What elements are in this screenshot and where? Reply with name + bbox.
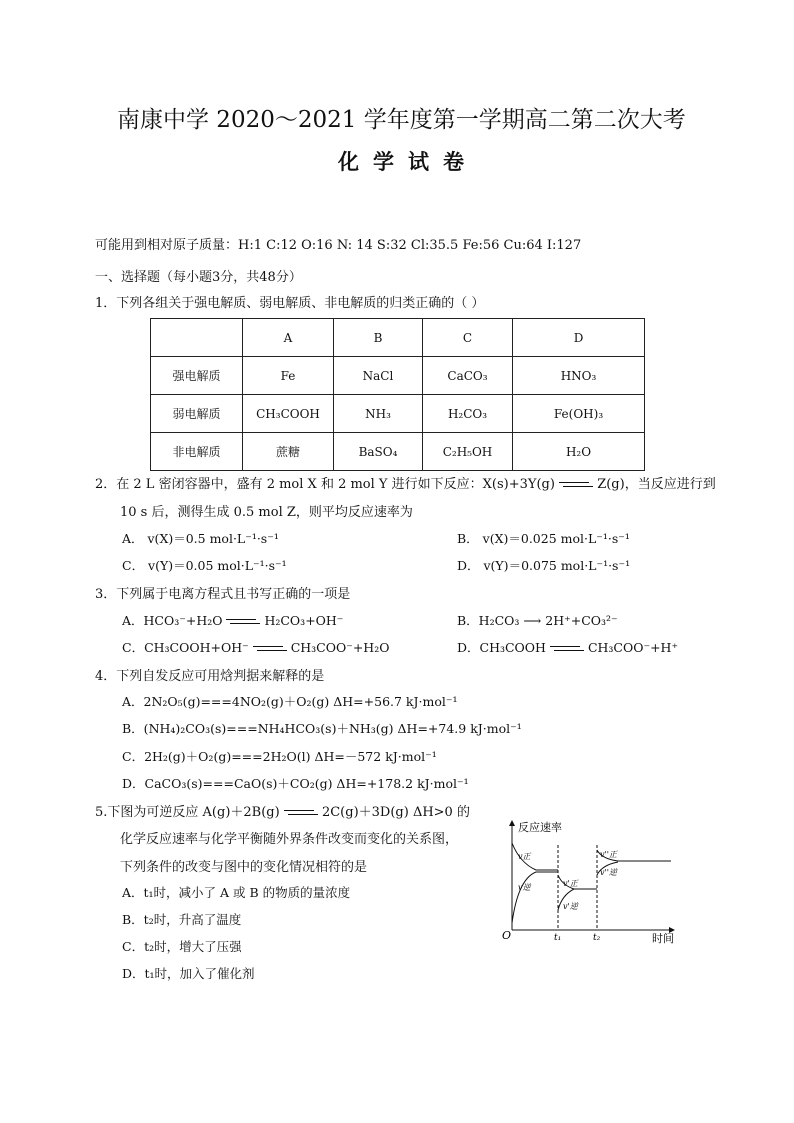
- table-row: [151, 319, 645, 357]
- y-axis-label: 反应速率: [518, 821, 562, 834]
- q5-stem-b: 2C(g)＋3D(g) ΔH>0 的: [321, 805, 470, 820]
- equilibrium-arrow-icon: [253, 644, 287, 654]
- table-cell: NaCl: [334, 357, 423, 395]
- table-cell: C₂H₅OH: [423, 433, 513, 471]
- table-cell: NH₃: [334, 395, 423, 433]
- q3-d-left: D．CH₃COOH: [457, 640, 546, 655]
- table-cell: D: [513, 319, 645, 357]
- q5-option-c: C．t₂时，增大了压强: [122, 939, 242, 954]
- q3-stem: 3．下列属于电离方程式且书写正确的一项是: [95, 587, 351, 602]
- table-cell: [151, 319, 243, 357]
- q2-stem-line1: [95, 473, 716, 492]
- equilibrium-arrow-icon: [550, 644, 584, 654]
- q3-option-a: [122, 611, 343, 629]
- table-cell: 弱电解质: [151, 395, 243, 433]
- table-row: [151, 357, 645, 395]
- q5-stem-d: 下列条件的改变与图中的变化情况相符的是: [120, 860, 368, 875]
- v2-reverse-label: v''逆: [600, 868, 617, 877]
- v-forward-label: v正: [518, 852, 531, 861]
- q3-a-left: A．HCO₃⁻+H₂O: [122, 613, 223, 628]
- q4-option-a: A．2N₂O₅(g)===4NO₂(g)＋O₂(g) ΔH=+56.7 kJ·mol⁻¹: [122, 694, 458, 709]
- q4-option-b: B．(NH₄)₂CO₃(s)===NH₄HCO₃(s)＋NH₃(g) ΔH=+74.9 kJ·mol⁻¹: [122, 721, 522, 736]
- q4-option-c: C．2H₂(g)＋O₂(g)===2H₂O(l) ΔH=－572 kJ·mol⁻¹: [122, 749, 437, 764]
- t1-label: t₁: [554, 933, 562, 943]
- table-cell: Fe(OH)₃: [513, 395, 645, 433]
- equilibrium-arrow-icon: [226, 617, 260, 627]
- q3-d-right: CH₃COO⁻+H⁺: [587, 640, 679, 655]
- table-cell: 非电解质: [151, 433, 243, 471]
- q2-option-b: B． v(X)＝0.025 mol·L⁻¹·s⁻¹: [457, 531, 630, 546]
- page-title: 南康中学 2020～2021 学年度第一学期高二第二次大考: [117, 107, 686, 133]
- q2-stem-b: Z(g)，当反应进行到: [597, 477, 716, 492]
- table-cell: 蔗糖: [243, 433, 334, 471]
- q3-c-left: C．CH₃COOH+OH⁻: [122, 640, 249, 655]
- q5-stem-c: 化学反应速率与化学平衡随外界条件改变而变化的关系图，: [120, 832, 459, 847]
- v-reverse-curve: [512, 872, 558, 923]
- q4-stem: 4．下列自发反应可用焓判据来解释的是: [95, 669, 325, 684]
- origin-label: O: [502, 929, 512, 942]
- v1-forward-label: v'正: [563, 879, 578, 888]
- t2-label: t₂: [593, 933, 601, 943]
- q5-option-b: B．t₂时，升高了温度: [122, 912, 242, 927]
- q3-c-right: CH₃COO⁻+H₂O: [290, 640, 390, 655]
- q1-stem: 1．下列各组关于强电解质、弱电解质、非电解质的归类正确的（ ）: [95, 296, 485, 311]
- equilibrium-arrow-icon: [284, 808, 318, 818]
- q2-option-a: A． v(X)＝0.5 mol·L⁻¹·s⁻¹: [122, 531, 279, 546]
- v1-reverse-label: v'逆: [563, 902, 578, 911]
- table-cell: CH₃COOH: [243, 395, 334, 433]
- q3-option-c: [122, 638, 389, 656]
- v-reverse-label: v逆: [518, 883, 531, 892]
- table-cell: Fe: [243, 357, 334, 395]
- table-cell: CaCO₃: [423, 357, 513, 395]
- q4-option-d: D．CaCO₃(s)===CaO(s)＋CO₂(g) ΔH=+178.2 kJ·mol⁻¹: [122, 776, 469, 791]
- v2-forward-label: v''正: [600, 850, 617, 859]
- equilibrium-arrow-icon: [559, 480, 593, 490]
- q1-table: [150, 318, 645, 471]
- q2-stem-c: 10 s 后，测得生成 0.5 mol Z，则平均反应速率为: [120, 505, 413, 520]
- table-cell: HNO₃: [513, 357, 645, 395]
- table-cell: BaSO₄: [334, 433, 423, 471]
- table-row: [151, 395, 645, 433]
- q5-option-a: A．t₁时，减小了 A 或 B 的物质的量浓度: [122, 885, 351, 900]
- table-cell: H₂O: [513, 433, 645, 471]
- page-subtitle: 化学试卷: [338, 149, 478, 174]
- x-axis-label: 时间: [652, 932, 674, 945]
- q3-a-right: H₂CO₃+OH⁻: [264, 613, 344, 628]
- atomic-masses: 可能用到相对原子质量：H:1 C:12 O:16 N: 14 S:32 Cl:35.5 Fe:56 Cu:64 I:127: [95, 238, 582, 253]
- table-cell: A: [243, 319, 334, 357]
- rate-time-graph: [496, 815, 686, 950]
- q2-option-c: C． v(Y)＝0.05 mol·L⁻¹·s⁻¹: [122, 558, 287, 573]
- q5-option-d: D．t₁时，加入了催化剂: [122, 966, 255, 981]
- table-cell: H₂CO₃: [423, 395, 513, 433]
- table-cell: 强电解质: [151, 357, 243, 395]
- table-cell: C: [423, 319, 513, 357]
- q2-stem-a: 2．在 2 L 密闭容器中，盛有 2 mol X 和 2 mol Y 进行如下反应：X(s)+3Y(g): [95, 477, 555, 492]
- q5-stem-a: 5.下图为可逆反应 A(g)＋2B(g): [95, 805, 280, 820]
- table-cell: B: [334, 319, 423, 357]
- q3-option-b: B．H₂CO₃ ⟶ 2H⁺+CO₃²⁻: [457, 613, 618, 628]
- q2-option-d: D． v(Y)＝0.075 mol·L⁻¹·s⁻¹: [457, 558, 631, 573]
- table-row: [151, 433, 645, 471]
- section-heading: 一、选择题（每小题3分，共48分）: [95, 270, 302, 285]
- q5-stem-line1: [95, 801, 470, 820]
- q3-option-d: [457, 638, 678, 656]
